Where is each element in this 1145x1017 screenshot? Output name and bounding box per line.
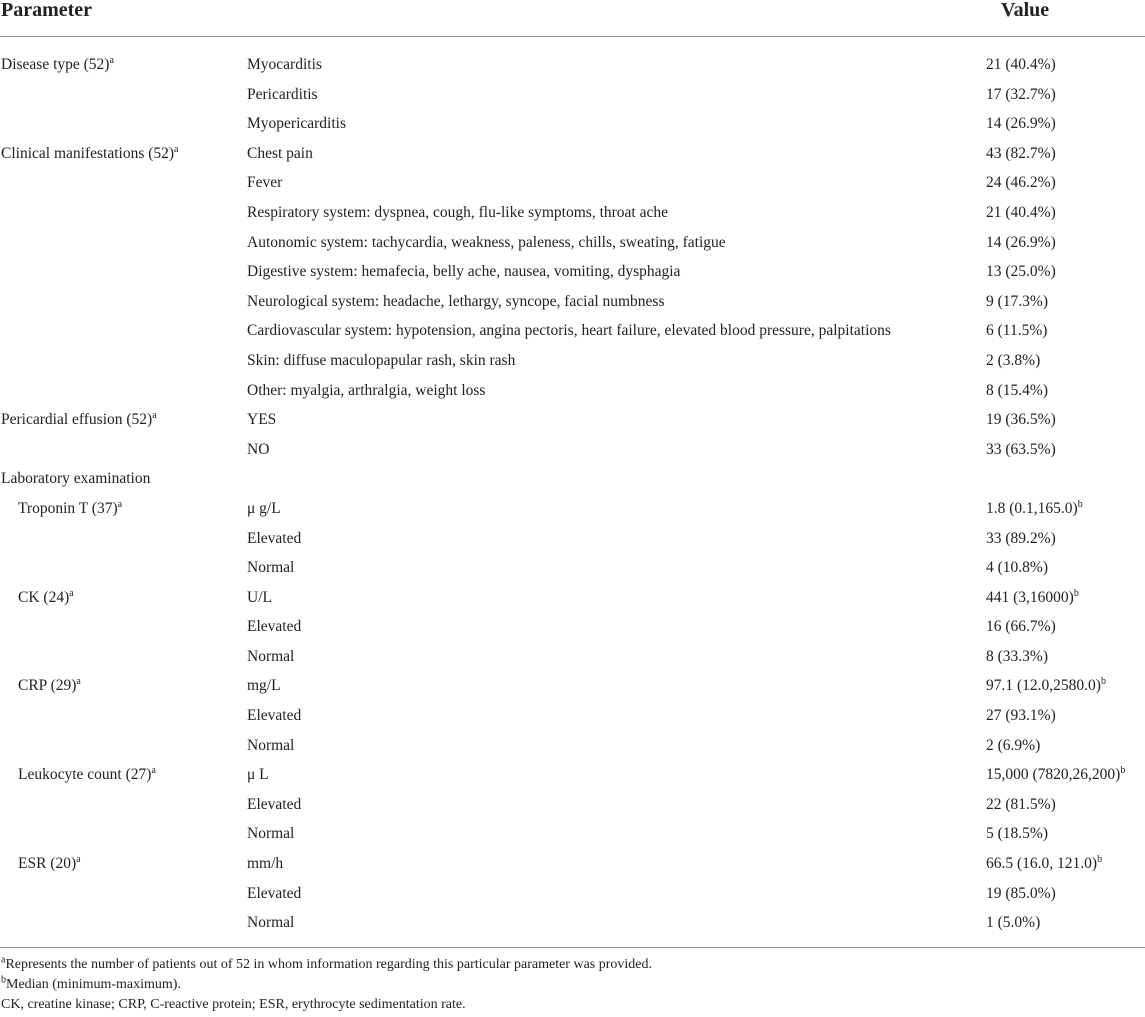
parameter-item-cell: Myopericarditis (247, 115, 347, 133)
footnote (1, 955, 1141, 975)
value-cell (986, 524, 1056, 554)
table-row (0, 524, 1145, 554)
table-row (0, 671, 1145, 701)
parameter-item-cell: Normal (247, 825, 295, 843)
value-text: 441 (3,16000) (986, 588, 1074, 606)
value-text: 15,000 (7820,26,200) (986, 766, 1121, 784)
table-row (0, 109, 1145, 139)
value-cell (986, 346, 1040, 376)
parameter-item-cell: Elevated (247, 884, 302, 902)
value-text: 97.1 (12.0,2580.0) (986, 677, 1101, 695)
parameter-item-cell: YES (247, 411, 277, 429)
value-cell (986, 198, 1056, 228)
footnote-marker: a (117, 498, 123, 510)
value-cell (986, 80, 1056, 110)
footnote-marker: a (152, 409, 157, 421)
footnote-marker: b (1120, 765, 1126, 777)
footnote-marker: b (1073, 587, 1079, 599)
value-text: 14 (26.9%) (986, 233, 1056, 251)
value-text: 22 (81.5%) (986, 795, 1056, 813)
parameter-item-cell: Neurological system: headache, lethargy, syncope, facial numbness (247, 292, 665, 310)
value-cell (986, 435, 1056, 465)
footnote-marker: a (1, 954, 6, 966)
table-row (0, 731, 1145, 761)
footnote-marker: a (69, 587, 74, 599)
parameter-item-cell: Other: myalgia, arthralgia, weight loss (247, 381, 486, 399)
value-text: 1.8 (0.1,165.0) (986, 499, 1078, 517)
footnote-text: Median (minimum-maximum). (6, 977, 181, 992)
table-row (0, 139, 1145, 169)
value-text: 4 (10.8%) (986, 559, 1048, 577)
parameter-group-cell (1, 464, 150, 494)
footnote (1, 975, 1141, 995)
parameter-item-cell: Autonomic system: tachycardia, weakness, paleness, chills, sweating, fatigue (247, 233, 726, 251)
parameter-group-cell (18, 760, 156, 790)
footnote-marker: b (1, 974, 6, 986)
parameter-item-cell: Elevated (247, 529, 302, 547)
footnote-marker: a (174, 143, 179, 155)
table-row (0, 760, 1145, 790)
table-header (0, 0, 1145, 37)
table-row (0, 908, 1145, 938)
value-text: 13 (25.0%) (986, 263, 1056, 281)
parameter-item-cell: Elevated (247, 795, 302, 813)
parameter-group-cell (1, 50, 114, 80)
table-row (0, 612, 1145, 642)
value-text: 8 (15.4%) (986, 381, 1048, 399)
value-text: 43 (82.7%) (986, 144, 1056, 162)
parameter-item-cell: Fever (247, 174, 283, 192)
value-cell (986, 494, 1083, 524)
table-row (0, 287, 1145, 317)
value-column-header: Value (1001, 0, 1050, 21)
parameter-group-cell (18, 494, 122, 524)
parameter-group-label: Leukocyte count (27) (18, 766, 152, 784)
table-row (0, 257, 1145, 287)
parameter-group-label: Pericardial effusion (52) (1, 411, 153, 429)
value-text: 66.5 (16.0, 121.0) (986, 855, 1098, 873)
parameter-item-cell: μ g/L (247, 499, 281, 517)
value-text: 21 (40.4%) (986, 203, 1056, 221)
parameter-item-cell: Normal (247, 647, 295, 665)
table-row (0, 80, 1145, 110)
value-cell (986, 790, 1056, 820)
parameter-item-cell: Normal (247, 736, 295, 754)
table-row (0, 494, 1145, 524)
table-body (0, 50, 1145, 938)
footnote-marker: a (109, 54, 114, 66)
parameter-item-cell: Cardiovascular system: hypotension, angina pectoris, heart failure, elevated blood pressure, palpitations (247, 322, 891, 340)
parameter-item-cell: Digestive system: hemafecia, belly ache, nausea, vomiting, dysphagia (247, 263, 681, 281)
value-cell (986, 908, 1040, 938)
value-text: 8 (33.3%) (986, 647, 1048, 665)
parameter-item-cell: Respiratory system: dyspnea, cough, flu-like symptoms, throat ache (247, 203, 668, 221)
parameter-group-label: CRP (29) (18, 677, 77, 695)
parameter-group-label: CK (24) (18, 588, 70, 606)
parameter-item-cell: NO (247, 440, 270, 458)
table-row (0, 168, 1145, 198)
table-row (0, 553, 1145, 583)
value-cell (986, 731, 1040, 761)
value-text: 14 (26.9%) (986, 115, 1056, 133)
value-text: 6 (11.5%) (986, 322, 1048, 340)
table-row (0, 376, 1145, 406)
parameter-group-cell (18, 671, 81, 701)
value-cell (986, 642, 1048, 672)
table-row (0, 228, 1145, 258)
footnote-text: CK, creatine kinase; CRP, C-reactive protein; ESR, erythrocyte sedimentation rate. (1, 997, 466, 1012)
value-text: 19 (36.5%) (986, 411, 1056, 429)
value-text: 16 (66.7%) (986, 618, 1056, 636)
parameter-item-cell: Skin: diffuse maculopapular rash, skin rash (247, 351, 516, 369)
parameter-group-label: Laboratory examination (1, 470, 151, 488)
parameter-item-cell: Normal (247, 914, 295, 932)
table-row (0, 316, 1145, 346)
value-cell (986, 228, 1056, 258)
value-text: 19 (85.0%) (986, 884, 1056, 902)
table-row (0, 405, 1145, 435)
value-text: 2 (6.9%) (986, 736, 1041, 754)
table-footnotes (1, 955, 1141, 1015)
value-cell (986, 671, 1106, 701)
value-cell (986, 109, 1056, 139)
table-row (0, 198, 1145, 228)
table-row (0, 819, 1145, 849)
value-cell (986, 376, 1048, 406)
parameter-item-cell: Normal (247, 559, 295, 577)
parameter-item-cell: mg/L (247, 677, 281, 695)
value-text: 5 (18.5%) (986, 825, 1048, 843)
parameter-item-cell: μ L (247, 766, 269, 784)
parameter-group-label: ESR (20) (18, 855, 77, 873)
footnote-marker: b (1100, 676, 1106, 688)
table-bottom-rule (0, 947, 1145, 948)
table-row (0, 583, 1145, 613)
value-text: 33 (89.2%) (986, 529, 1056, 547)
parameter-item-cell: Elevated (247, 618, 302, 636)
table-row (0, 790, 1145, 820)
parameter-item-cell: Pericarditis (247, 85, 318, 103)
parameter-group-cell (1, 139, 179, 169)
parameter-group-cell (18, 849, 81, 879)
value-cell (986, 50, 1056, 80)
parameter-group-label: Clinical manifestations (52) (1, 144, 175, 162)
table-row (0, 435, 1145, 465)
value-cell (986, 760, 1125, 790)
value-cell (986, 879, 1056, 909)
value-cell (986, 612, 1056, 642)
value-text: 24 (46.2%) (986, 174, 1056, 192)
parameter-group-cell (18, 583, 74, 613)
parameter-group-label: Troponin T (37) (18, 499, 118, 517)
parameter-group-cell (1, 405, 157, 435)
value-cell (986, 849, 1102, 879)
value-text: 9 (17.3%) (986, 292, 1048, 310)
parameter-item-cell: Myocarditis (247, 56, 322, 73)
value-cell (986, 316, 1047, 346)
footnote-marker: a (76, 853, 81, 865)
value-cell (986, 819, 1048, 849)
value-text: 21 (40.4%) (986, 56, 1056, 73)
footnote-marker: b (1077, 498, 1083, 510)
table-row (0, 464, 1145, 494)
value-text: 27 (93.1%) (986, 707, 1056, 725)
footnote-text: Represents the number of patients out of 52 in whom information regarding this particular parameter was provided. (5, 957, 652, 972)
value-text: 2 (3.8%) (986, 351, 1041, 369)
table-row (0, 849, 1145, 879)
parameter-group-label: Disease type (52) (1, 56, 110, 73)
value-text: 33 (63.5%) (986, 440, 1056, 458)
table-row (0, 879, 1145, 909)
value-cell (986, 257, 1056, 287)
table-row (0, 701, 1145, 731)
table-row (0, 50, 1145, 80)
value-text: 1 (5.0%) (986, 914, 1041, 932)
parameter-column-header: Parameter (1, 0, 93, 21)
table-row (0, 346, 1145, 376)
parameter-item-cell: U/L (247, 588, 272, 606)
value-cell (986, 168, 1056, 198)
value-cell (986, 583, 1079, 613)
value-cell (986, 553, 1048, 583)
parameter-item-cell: mm/h (247, 855, 284, 873)
footnote-marker: a (76, 676, 81, 688)
value-cell (986, 405, 1056, 435)
parameter-item-cell: Elevated (247, 707, 302, 725)
value-text: 17 (32.7%) (986, 85, 1056, 103)
value-cell (986, 701, 1056, 731)
footnote (1, 995, 1141, 1015)
value-cell (986, 139, 1056, 169)
footnote-marker: b (1097, 853, 1103, 865)
parameter-item-cell: Chest pain (247, 144, 313, 162)
table-row (0, 642, 1145, 672)
value-cell (986, 287, 1048, 317)
footnote-marker: a (151, 765, 156, 777)
